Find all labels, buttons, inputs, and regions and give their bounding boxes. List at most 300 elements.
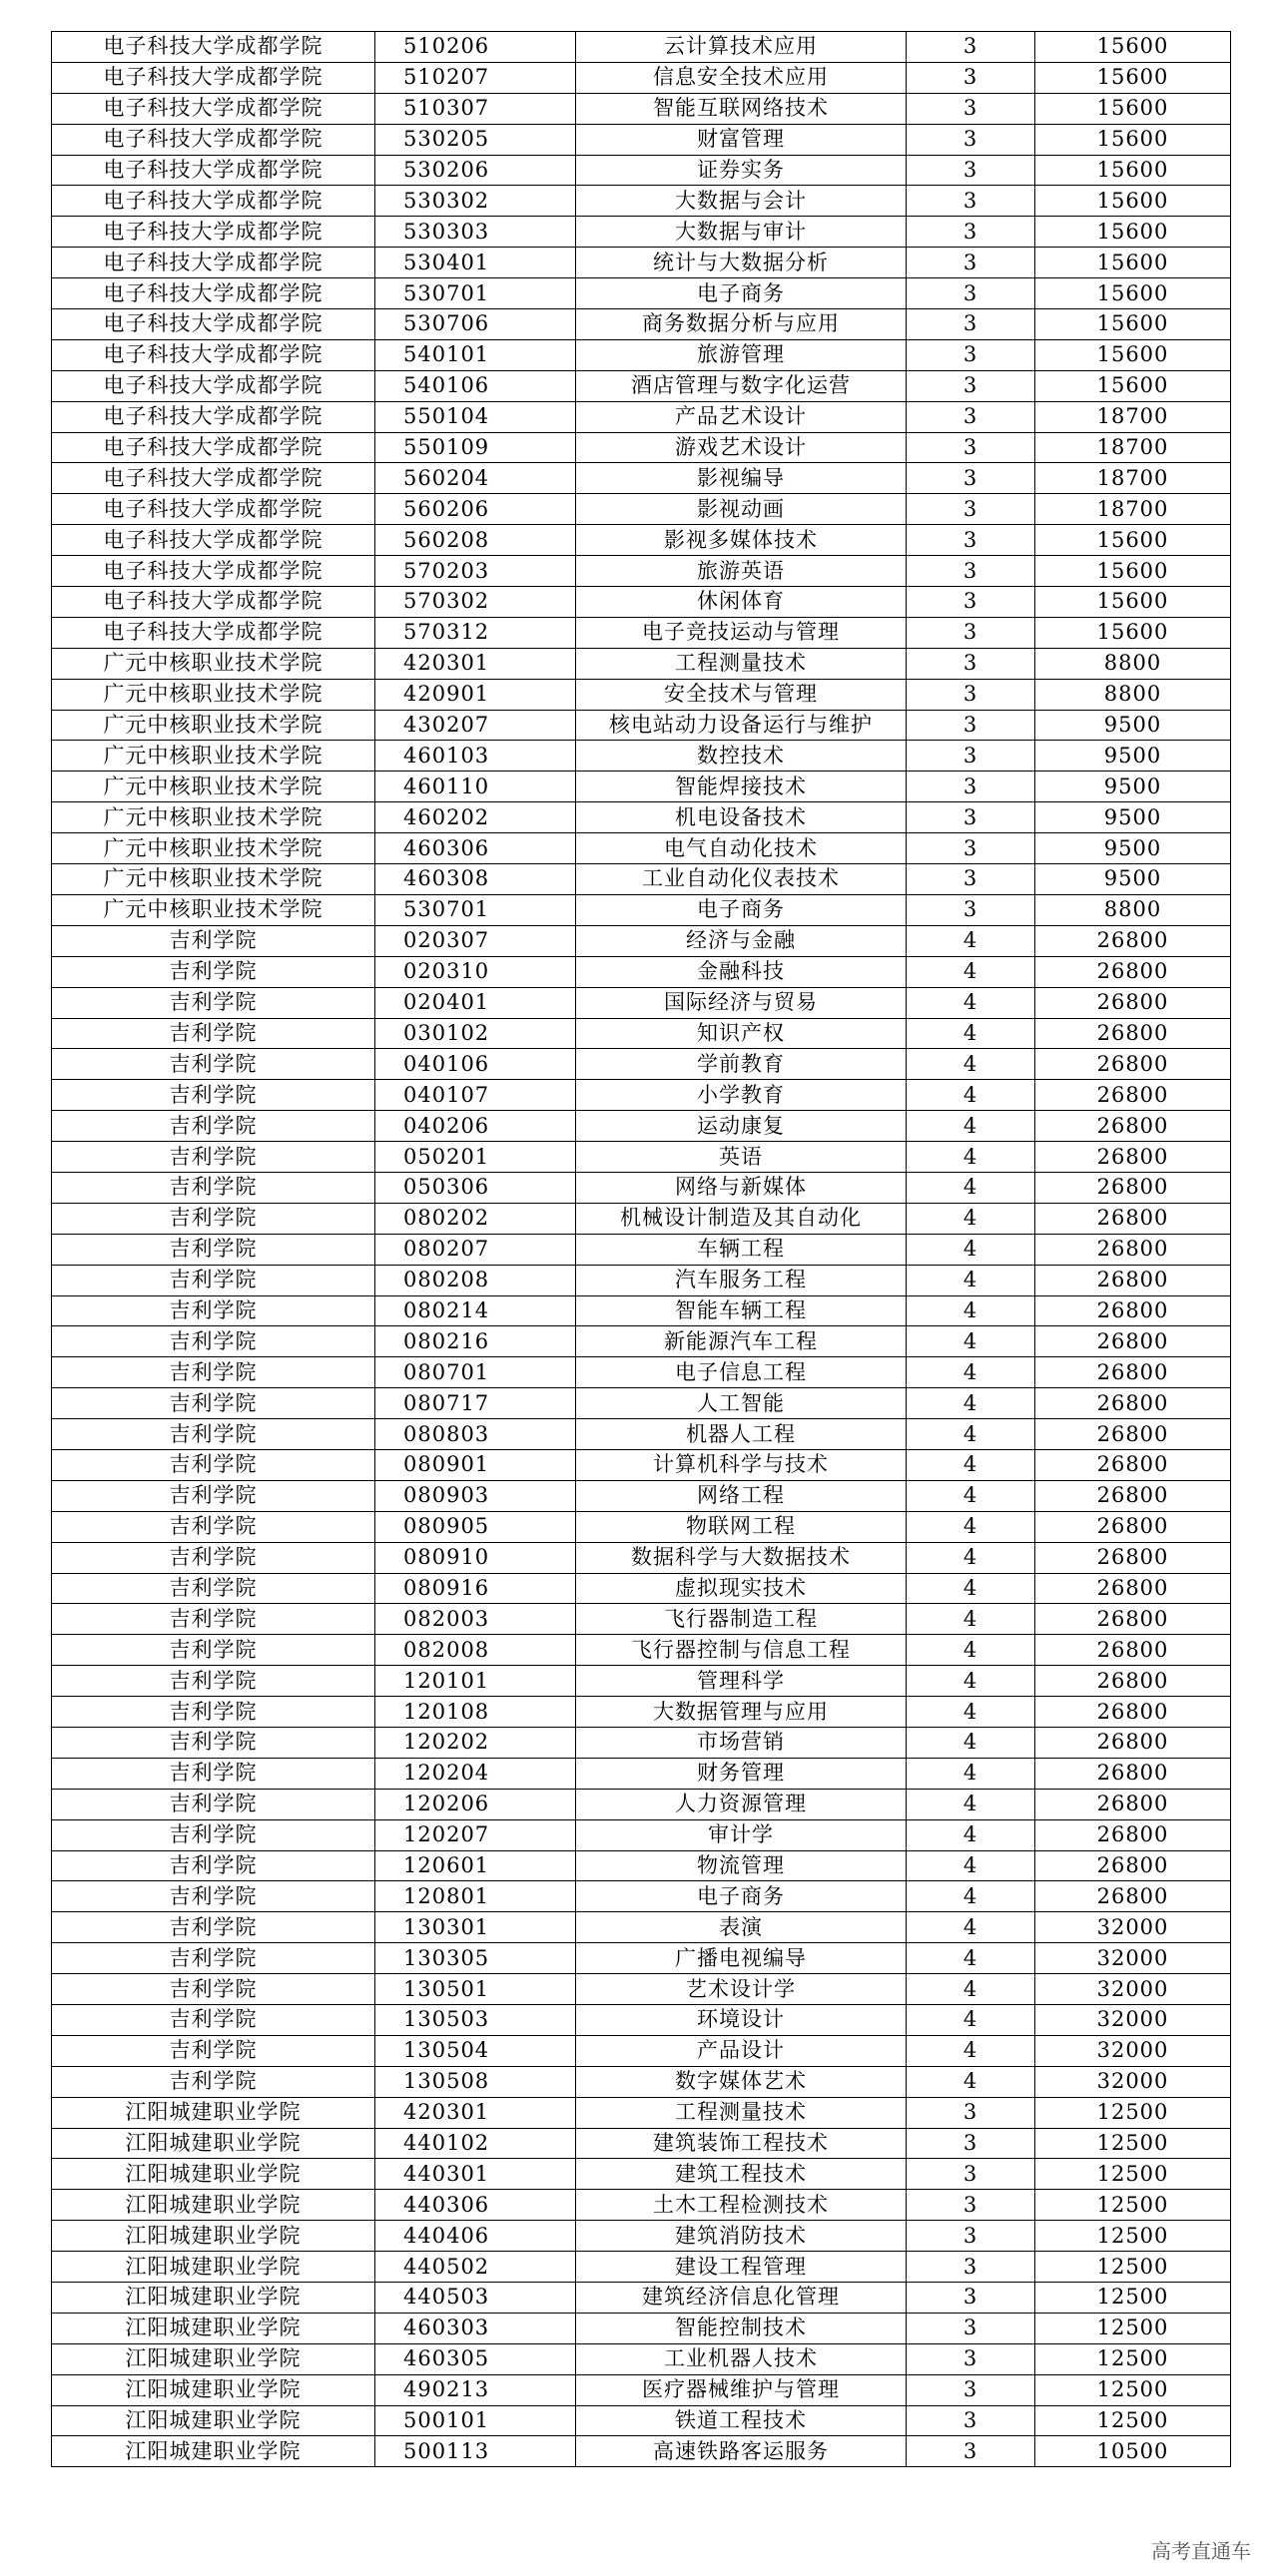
major-name-cell: 审计学 xyxy=(576,1819,907,1850)
table-row xyxy=(52,1111,1231,1142)
duration-cell: 4 xyxy=(907,1203,1035,1234)
major-code-cell: 540101 xyxy=(375,339,576,370)
table-row xyxy=(52,32,1231,63)
tuition-cell: 26800 xyxy=(1035,1758,1231,1789)
major-name-cell: 智能焊接技术 xyxy=(576,772,907,802)
table-row xyxy=(52,2005,1231,2036)
major-code-cell: 080905 xyxy=(375,1511,576,1542)
table-row xyxy=(52,278,1231,309)
table-row xyxy=(52,1974,1231,2005)
duration-cell: 4 xyxy=(907,1666,1035,1697)
major-name-cell: 数控技术 xyxy=(576,741,907,772)
table-row xyxy=(52,93,1231,124)
tuition-cell: 12500 xyxy=(1035,2343,1231,2374)
tuition-cell: 12500 xyxy=(1035,2159,1231,2190)
tuition-cell: 26800 xyxy=(1035,1419,1231,1450)
major-name-cell: 影视多媒体技术 xyxy=(576,525,907,556)
major-name-cell: 产品设计 xyxy=(576,2035,907,2066)
duration-cell: 4 xyxy=(907,1234,1035,1265)
major-name-cell: 广播电视编导 xyxy=(576,1943,907,1974)
table-row xyxy=(52,1789,1231,1819)
major-code-cell: 130301 xyxy=(375,1912,576,1943)
school-name-cell: 电子科技大学成都学院 xyxy=(52,370,375,401)
duration-cell: 4 xyxy=(907,1295,1035,1326)
tuition-cell: 26800 xyxy=(1035,1727,1231,1758)
tuition-cell: 9500 xyxy=(1035,741,1231,772)
school-name-cell: 吉利学院 xyxy=(52,1758,375,1789)
major-code-cell: 120204 xyxy=(375,1758,576,1789)
major-code-cell: 570312 xyxy=(375,617,576,648)
major-code-cell: 040206 xyxy=(375,1111,576,1142)
major-code-cell: 540106 xyxy=(375,370,576,401)
major-name-cell: 车辆工程 xyxy=(576,1234,907,1265)
major-code-cell: 020307 xyxy=(375,925,576,956)
major-code-cell: 040107 xyxy=(375,1080,576,1111)
table-row xyxy=(52,772,1231,802)
school-name-cell: 广元中核职业技术学院 xyxy=(52,741,375,772)
major-name-cell: 电气自动化技术 xyxy=(576,833,907,864)
duration-cell: 3 xyxy=(907,2190,1035,2221)
duration-cell: 4 xyxy=(907,1449,1035,1480)
school-name-cell: 江阳城建职业学院 xyxy=(52,2405,375,2436)
major-code-cell: 020401 xyxy=(375,987,576,1018)
school-name-cell: 电子科技大学成都学院 xyxy=(52,278,375,309)
table-row xyxy=(52,894,1231,925)
major-code-cell: 570203 xyxy=(375,556,576,587)
school-name-cell: 广元中核职业技术学院 xyxy=(52,802,375,833)
major-name-cell: 信息安全技术应用 xyxy=(576,62,907,93)
duration-cell: 3 xyxy=(907,2159,1035,2190)
school-name-cell: 吉利学院 xyxy=(52,1234,375,1265)
duration-cell: 3 xyxy=(907,2097,1035,2128)
major-code-cell: 550109 xyxy=(375,432,576,463)
major-code-cell: 040106 xyxy=(375,1049,576,1080)
major-code-cell: 082003 xyxy=(375,1604,576,1635)
tuition-cell: 26800 xyxy=(1035,956,1231,987)
school-name-cell: 江阳城建职业学院 xyxy=(52,2343,375,2374)
major-code-cell: 530701 xyxy=(375,894,576,925)
tuition-cell: 9500 xyxy=(1035,833,1231,864)
tuition-cell: 26800 xyxy=(1035,1789,1231,1819)
school-name-cell: 吉利学院 xyxy=(52,1388,375,1419)
school-name-cell: 广元中核职业技术学院 xyxy=(52,648,375,679)
tuition-cell: 9500 xyxy=(1035,802,1231,833)
duration-cell: 3 xyxy=(907,155,1035,186)
duration-cell: 4 xyxy=(907,1974,1035,2005)
major-code-cell: 130508 xyxy=(375,2066,576,2097)
major-name-cell: 建筑工程技术 xyxy=(576,2159,907,2190)
table-row xyxy=(52,741,1231,772)
major-name-cell: 工程测量技术 xyxy=(576,648,907,679)
duration-cell: 3 xyxy=(907,525,1035,556)
table-row xyxy=(52,1666,1231,1697)
tuition-cell: 26800 xyxy=(1035,1049,1231,1080)
tuition-cell: 26800 xyxy=(1035,1573,1231,1604)
table-row xyxy=(52,1727,1231,1758)
table-row xyxy=(52,186,1231,217)
duration-cell: 3 xyxy=(907,2405,1035,2436)
watermark: 高考直通车 xyxy=(1151,2539,1251,2563)
tuition-cell: 26800 xyxy=(1035,1018,1231,1049)
tuition-cell: 15600 xyxy=(1035,309,1231,340)
table-row xyxy=(52,987,1231,1018)
tuition-cell: 18700 xyxy=(1035,432,1231,463)
major-name-cell: 网络与新媒体 xyxy=(576,1172,907,1203)
school-name-cell: 吉利学院 xyxy=(52,1049,375,1080)
tuition-cell: 12500 xyxy=(1035,2221,1231,2252)
school-name-cell: 吉利学院 xyxy=(52,1604,375,1635)
tuition-cell: 15600 xyxy=(1035,587,1231,618)
major-name-cell: 环境设计 xyxy=(576,2005,907,2036)
tuition-cell: 12500 xyxy=(1035,2283,1231,2314)
tuition-cell: 26800 xyxy=(1035,1265,1231,1295)
tuition-cell: 32000 xyxy=(1035,2066,1231,2097)
major-name-cell: 英语 xyxy=(576,1142,907,1173)
school-name-cell: 吉利学院 xyxy=(52,1974,375,2005)
tuition-cell: 12500 xyxy=(1035,2097,1231,2128)
major-code-cell: 120601 xyxy=(375,1850,576,1881)
major-code-cell: 080207 xyxy=(375,1234,576,1265)
major-code-cell: 050201 xyxy=(375,1142,576,1173)
major-name-cell: 酒店管理与数字化运营 xyxy=(576,370,907,401)
major-code-cell: 080901 xyxy=(375,1449,576,1480)
school-name-cell: 江阳城建职业学院 xyxy=(52,2221,375,2252)
table-row xyxy=(52,710,1231,741)
school-name-cell: 广元中核职业技术学院 xyxy=(52,772,375,802)
school-name-cell: 电子科技大学成都学院 xyxy=(52,587,375,618)
duration-cell: 3 xyxy=(907,2252,1035,2283)
table-row xyxy=(52,648,1231,679)
duration-cell: 4 xyxy=(907,1049,1035,1080)
duration-cell: 4 xyxy=(907,1912,1035,1943)
table-row xyxy=(52,1080,1231,1111)
school-name-cell: 吉利学院 xyxy=(52,1881,375,1912)
duration-cell: 3 xyxy=(907,2374,1035,2405)
major-code-cell: 420901 xyxy=(375,679,576,710)
table-row xyxy=(52,1480,1231,1511)
major-code-cell: 460306 xyxy=(375,833,576,864)
tuition-cell: 15600 xyxy=(1035,278,1231,309)
major-code-cell: 120801 xyxy=(375,1881,576,1912)
school-name-cell: 吉利学院 xyxy=(52,1697,375,1728)
tuition-cell: 15600 xyxy=(1035,370,1231,401)
major-name-cell: 财务管理 xyxy=(576,1758,907,1789)
major-name-cell: 智能控制技术 xyxy=(576,2313,907,2343)
table-row xyxy=(52,2252,1231,2283)
major-code-cell: 460110 xyxy=(375,772,576,802)
school-name-cell: 广元中核职业技术学院 xyxy=(52,710,375,741)
table-row xyxy=(52,1758,1231,1789)
tuition-cell: 26800 xyxy=(1035,1295,1231,1326)
school-name-cell: 吉利学院 xyxy=(52,1326,375,1357)
table-row xyxy=(52,864,1231,895)
school-name-cell: 吉利学院 xyxy=(52,2066,375,2097)
table-row xyxy=(52,2066,1231,2097)
table-row xyxy=(52,2128,1231,2159)
major-name-cell: 网络工程 xyxy=(576,1480,907,1511)
table-row xyxy=(52,1881,1231,1912)
table-row xyxy=(52,2374,1231,2405)
major-code-cell: 080803 xyxy=(375,1419,576,1450)
major-name-cell: 机器人工程 xyxy=(576,1419,907,1450)
duration-cell: 4 xyxy=(907,1142,1035,1173)
tuition-cell: 26800 xyxy=(1035,987,1231,1018)
tuition-cell: 26800 xyxy=(1035,1480,1231,1511)
tuition-cell: 26800 xyxy=(1035,1234,1231,1265)
major-name-cell: 大数据与会计 xyxy=(576,186,907,217)
major-code-cell: 080701 xyxy=(375,1357,576,1388)
table-row xyxy=(52,339,1231,370)
table-row xyxy=(52,617,1231,648)
major-code-cell: 440503 xyxy=(375,2283,576,2314)
major-name-cell: 医疗器械维护与管理 xyxy=(576,2374,907,2405)
school-name-cell: 江阳城建职业学院 xyxy=(52,2159,375,2190)
major-name-cell: 高速铁路客运服务 xyxy=(576,2436,907,2467)
duration-cell: 4 xyxy=(907,1265,1035,1295)
tuition-cell: 32000 xyxy=(1035,1974,1231,2005)
duration-cell: 3 xyxy=(907,463,1035,494)
school-name-cell: 广元中核职业技术学院 xyxy=(52,833,375,864)
school-name-cell: 吉利学院 xyxy=(52,1511,375,1542)
major-code-cell: 510206 xyxy=(375,32,576,63)
major-code-cell: 440406 xyxy=(375,2221,576,2252)
major-name-cell: 安全技术与管理 xyxy=(576,679,907,710)
major-name-cell: 工业自动化仪表技术 xyxy=(576,864,907,895)
table-row xyxy=(52,1326,1231,1357)
duration-cell: 3 xyxy=(907,309,1035,340)
tuition-cell: 12500 xyxy=(1035,2252,1231,2283)
school-name-cell: 吉利学院 xyxy=(52,1542,375,1573)
duration-cell: 4 xyxy=(907,1018,1035,1049)
table-row xyxy=(52,1419,1231,1450)
tuition-cell: 8800 xyxy=(1035,894,1231,925)
table-row xyxy=(52,587,1231,618)
duration-cell: 3 xyxy=(907,432,1035,463)
major-code-cell: 530205 xyxy=(375,124,576,155)
major-code-cell: 130504 xyxy=(375,2035,576,2066)
school-name-cell: 电子科技大学成都学院 xyxy=(52,525,375,556)
duration-cell: 3 xyxy=(907,587,1035,618)
duration-cell: 4 xyxy=(907,2005,1035,2036)
major-code-cell: 080202 xyxy=(375,1203,576,1234)
duration-cell: 3 xyxy=(907,864,1035,895)
duration-cell: 4 xyxy=(907,1080,1035,1111)
duration-cell: 3 xyxy=(907,32,1035,63)
major-name-cell: 人力资源管理 xyxy=(576,1789,907,1819)
tuition-cell: 18700 xyxy=(1035,401,1231,432)
tuition-cell: 15600 xyxy=(1035,155,1231,186)
duration-cell: 4 xyxy=(907,1819,1035,1850)
major-code-cell: 440306 xyxy=(375,2190,576,2221)
school-name-cell: 电子科技大学成都学院 xyxy=(52,62,375,93)
school-name-cell: 江阳城建职业学院 xyxy=(52,2128,375,2159)
school-name-cell: 吉利学院 xyxy=(52,2035,375,2066)
duration-cell: 4 xyxy=(907,1419,1035,1450)
major-code-cell: 530206 xyxy=(375,155,576,186)
school-name-cell: 吉利学院 xyxy=(52,1912,375,1943)
duration-cell: 3 xyxy=(907,93,1035,124)
school-name-cell: 吉利学院 xyxy=(52,1111,375,1142)
duration-cell: 4 xyxy=(907,1326,1035,1357)
tuition-cell: 26800 xyxy=(1035,1203,1231,1234)
table-row xyxy=(52,679,1231,710)
major-name-cell: 工业机器人技术 xyxy=(576,2343,907,2374)
school-name-cell: 吉利学院 xyxy=(52,1480,375,1511)
major-name-cell: 核电站动力设备运行与维护 xyxy=(576,710,907,741)
major-name-cell: 机械设计制造及其自动化 xyxy=(576,1203,907,1234)
tuition-table-body xyxy=(52,32,1231,2467)
table-row xyxy=(52,1203,1231,1234)
duration-cell: 3 xyxy=(907,370,1035,401)
school-name-cell: 吉利学院 xyxy=(52,956,375,987)
duration-cell: 4 xyxy=(907,1850,1035,1881)
major-code-cell: 120108 xyxy=(375,1697,576,1728)
tuition-cell: 12500 xyxy=(1035,2313,1231,2343)
tuition-table xyxy=(51,31,1231,2467)
tuition-cell: 12500 xyxy=(1035,2405,1231,2436)
major-name-cell: 管理科学 xyxy=(576,1666,907,1697)
school-name-cell: 吉利学院 xyxy=(52,925,375,956)
major-name-cell: 人工智能 xyxy=(576,1388,907,1419)
major-name-cell: 智能车辆工程 xyxy=(576,1295,907,1326)
table-row xyxy=(52,463,1231,494)
duration-cell: 3 xyxy=(907,2343,1035,2374)
major-name-cell: 建筑经济信息化管理 xyxy=(576,2283,907,2314)
major-name-cell: 机电设备技术 xyxy=(576,802,907,833)
tuition-cell: 15600 xyxy=(1035,556,1231,587)
major-code-cell: 120207 xyxy=(375,1819,576,1850)
school-name-cell: 江阳城建职业学院 xyxy=(52,2283,375,2314)
duration-cell: 4 xyxy=(907,1789,1035,1819)
tuition-cell: 15600 xyxy=(1035,339,1231,370)
tuition-cell: 15600 xyxy=(1035,248,1231,278)
major-code-cell: 530706 xyxy=(375,309,576,340)
school-name-cell: 江阳城建职业学院 xyxy=(52,2436,375,2467)
school-name-cell: 吉利学院 xyxy=(52,1727,375,1758)
table-row xyxy=(52,1819,1231,1850)
table-row xyxy=(52,1511,1231,1542)
major-code-cell: 460308 xyxy=(375,864,576,895)
duration-cell: 3 xyxy=(907,2283,1035,2314)
school-name-cell: 吉利学院 xyxy=(52,1172,375,1203)
tuition-cell: 26800 xyxy=(1035,1881,1231,1912)
duration-cell: 4 xyxy=(907,925,1035,956)
tuition-cell: 10500 xyxy=(1035,2436,1231,2467)
tuition-cell: 26800 xyxy=(1035,1449,1231,1480)
duration-cell: 3 xyxy=(907,679,1035,710)
tuition-cell: 32000 xyxy=(1035,2035,1231,2066)
duration-cell: 4 xyxy=(907,1943,1035,1974)
school-name-cell: 吉利学院 xyxy=(52,1943,375,1974)
duration-cell: 4 xyxy=(907,1727,1035,1758)
school-name-cell: 电子科技大学成都学院 xyxy=(52,401,375,432)
school-name-cell: 电子科技大学成都学院 xyxy=(52,186,375,217)
table-row xyxy=(52,494,1231,525)
major-name-cell: 艺术设计学 xyxy=(576,1974,907,2005)
table-row xyxy=(52,1850,1231,1881)
school-name-cell: 江阳城建职业学院 xyxy=(52,2313,375,2343)
duration-cell: 3 xyxy=(907,894,1035,925)
duration-cell: 4 xyxy=(907,1881,1035,1912)
table-row xyxy=(52,1142,1231,1173)
major-name-cell: 经济与金融 xyxy=(576,925,907,956)
major-name-cell: 影视动画 xyxy=(576,494,907,525)
tuition-cell: 15600 xyxy=(1035,617,1231,648)
major-code-cell: 080903 xyxy=(375,1480,576,1511)
major-code-cell: 130305 xyxy=(375,1943,576,1974)
major-code-cell: 130503 xyxy=(375,2005,576,2036)
school-name-cell: 吉利学院 xyxy=(52,1449,375,1480)
duration-cell: 4 xyxy=(907,1573,1035,1604)
major-name-cell: 休闲体育 xyxy=(576,587,907,618)
table-row xyxy=(52,2035,1231,2066)
tuition-cell: 15600 xyxy=(1035,124,1231,155)
table-row xyxy=(52,2221,1231,2252)
major-name-cell: 学前教育 xyxy=(576,1049,907,1080)
duration-cell: 3 xyxy=(907,248,1035,278)
major-name-cell: 统计与大数据分析 xyxy=(576,248,907,278)
duration-cell: 3 xyxy=(907,741,1035,772)
school-name-cell: 电子科技大学成都学院 xyxy=(52,93,375,124)
tuition-cell: 26800 xyxy=(1035,1819,1231,1850)
major-name-cell: 汽车服务工程 xyxy=(576,1265,907,1295)
major-name-cell: 电子竞技运动与管理 xyxy=(576,617,907,648)
table-row xyxy=(52,1049,1231,1080)
tuition-cell: 26800 xyxy=(1035,1697,1231,1728)
table-row xyxy=(52,1018,1231,1049)
duration-cell: 3 xyxy=(907,401,1035,432)
major-name-cell: 大数据与审计 xyxy=(576,217,907,248)
school-name-cell: 江阳城建职业学院 xyxy=(52,2097,375,2128)
table-row xyxy=(52,556,1231,587)
major-name-cell: 物流管理 xyxy=(576,1850,907,1881)
duration-cell: 3 xyxy=(907,2436,1035,2467)
tuition-cell: 15600 xyxy=(1035,32,1231,63)
school-name-cell: 广元中核职业技术学院 xyxy=(52,864,375,895)
major-code-cell: 120206 xyxy=(375,1789,576,1819)
table-row xyxy=(52,248,1231,278)
major-name-cell: 证券实务 xyxy=(576,155,907,186)
tuition-cell: 8800 xyxy=(1035,679,1231,710)
major-code-cell: 120101 xyxy=(375,1666,576,1697)
school-name-cell: 吉利学院 xyxy=(52,1819,375,1850)
major-name-cell: 旅游管理 xyxy=(576,339,907,370)
table-row xyxy=(52,370,1231,401)
school-name-cell: 吉利学院 xyxy=(52,1265,375,1295)
duration-cell: 3 xyxy=(907,124,1035,155)
major-code-cell: 420301 xyxy=(375,2097,576,2128)
major-code-cell: 440102 xyxy=(375,2128,576,2159)
tuition-cell: 26800 xyxy=(1035,1850,1231,1881)
major-name-cell: 云计算技术应用 xyxy=(576,32,907,63)
school-name-cell: 广元中核职业技术学院 xyxy=(52,894,375,925)
duration-cell: 3 xyxy=(907,186,1035,217)
major-code-cell: 080717 xyxy=(375,1388,576,1419)
duration-cell: 3 xyxy=(907,802,1035,833)
tuition-cell: 26800 xyxy=(1035,1172,1231,1203)
table-row xyxy=(52,1943,1231,1974)
major-code-cell: 530302 xyxy=(375,186,576,217)
major-code-cell: 490213 xyxy=(375,2374,576,2405)
tuition-cell: 12500 xyxy=(1035,2374,1231,2405)
duration-cell: 3 xyxy=(907,617,1035,648)
major-code-cell: 530701 xyxy=(375,278,576,309)
major-name-cell: 市场营销 xyxy=(576,1727,907,1758)
school-name-cell: 电子科技大学成都学院 xyxy=(52,432,375,463)
duration-cell: 4 xyxy=(907,1172,1035,1203)
school-name-cell: 吉利学院 xyxy=(52,987,375,1018)
table-row xyxy=(52,1542,1231,1573)
